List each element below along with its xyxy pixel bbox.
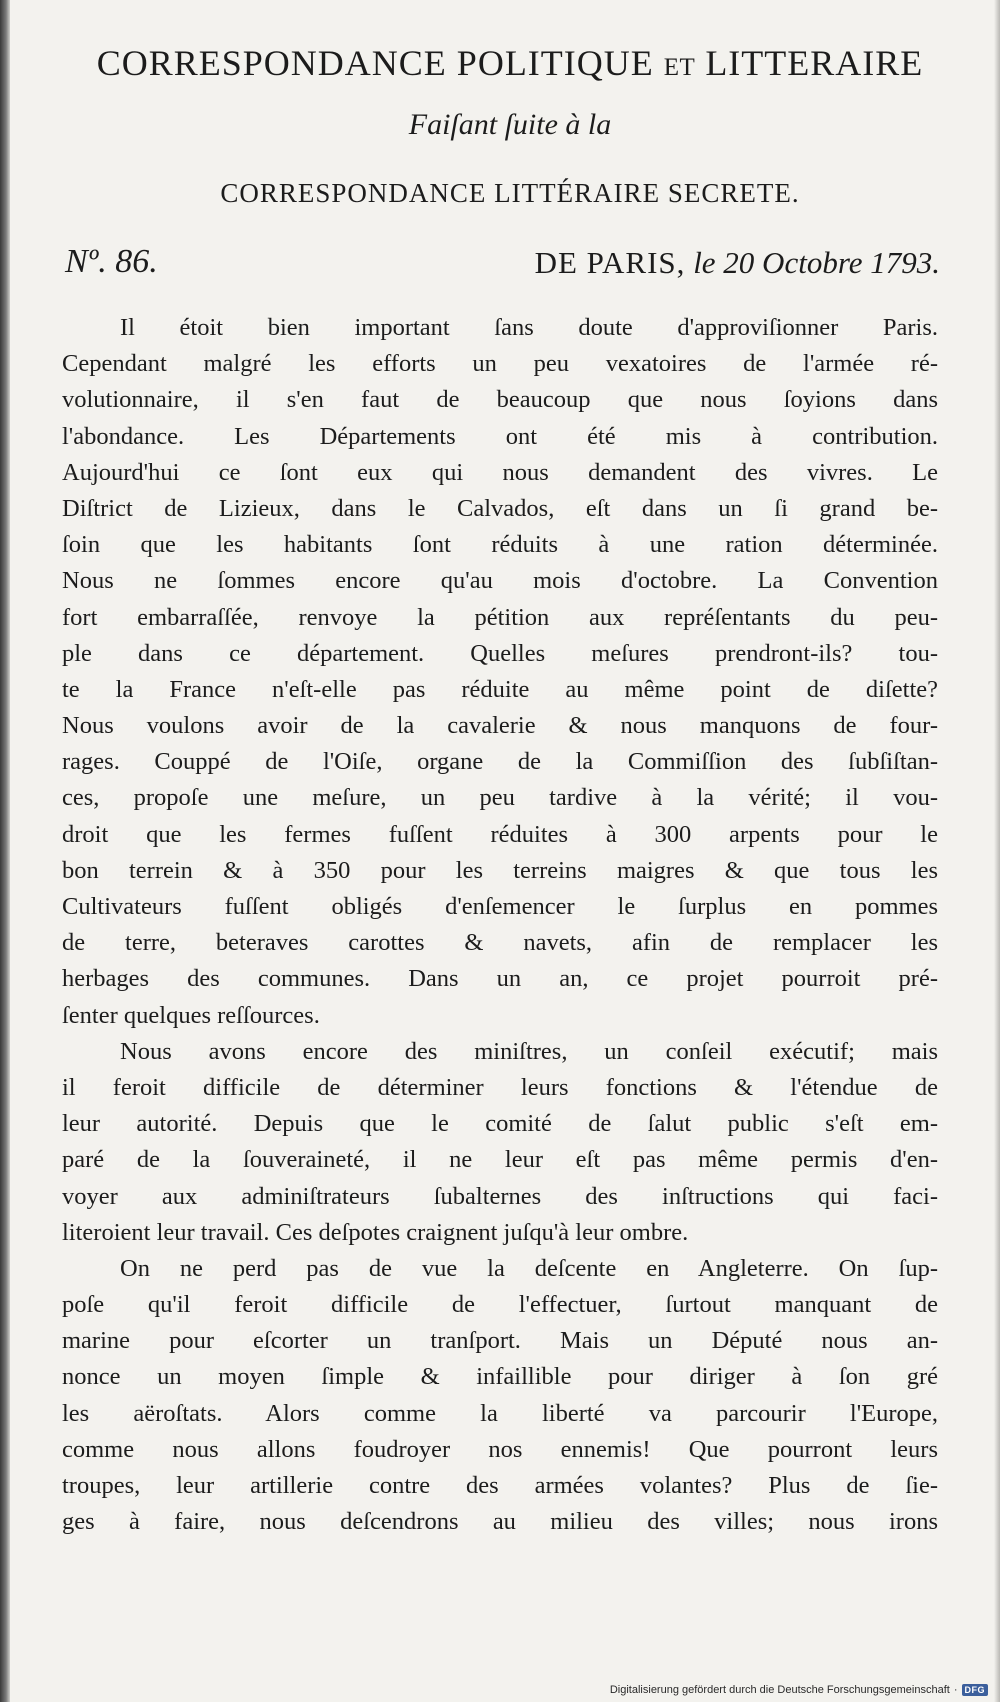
dfg-logo: DFG — [962, 1684, 989, 1696]
text-line: Nous avons encore des miniſtres, un conſeil exécutif; mais — [120, 1037, 938, 1065]
text-line: volutionnaire, il s'en faut de beaucoup que nous ſoyions dans — [62, 386, 938, 414]
text-line: bon terrein & à 350 pour les terreins maigres & que tous les — [62, 856, 938, 884]
text-line: Il étoit bien important ſans doute d'approviſionner Paris. — [120, 314, 938, 341]
text-line: comme nous allons foudroyer nos ennemis! Que pourront leurs — [62, 1435, 938, 1463]
issue-number: Nº. 86. — [65, 243, 158, 280]
digitization-credit: Digitalisierung gefördert durch die Deutsche Forschungsgemeinschaft · DFG — [610, 1684, 988, 1696]
text-line: Aujourd'hui ce ſont eux qui nous demandent des vivres. Le — [62, 458, 938, 486]
binding-edge — [0, 0, 10, 1702]
text-line: paré de la ſouveraineté, il ne leur eſt pas même permis d'en- — [62, 1146, 938, 1174]
text-line: literoient leur travail. Ces deſpotes craignent juſqu'à leur ombre. — [62, 1218, 689, 1246]
text-line: te la France n'eſt-elle pas réduite au même point de diſette? — [62, 675, 938, 703]
dateline — [535, 245, 940, 281]
text-line: troupes, leur artillerie contre des armées volantes? Plus de ſie- — [62, 1472, 938, 1499]
article-body — [62, 310, 938, 1540]
text-line: ces, propoſe une meſure, un peu tardive à la vérité; il vou- — [62, 784, 938, 812]
text-line: droit que les fermes fuſſent réduites à 300 arpents pour le — [62, 820, 938, 848]
text-line: l'abondance. Les Départements ont été mis à contribution. — [62, 422, 938, 450]
journal-title — [40, 42, 980, 84]
text-line: marine pour eſcorter un tranſport. Mais un Député nous an- — [62, 1327, 938, 1355]
text-line: de terre, beteraves carottes & navets, afin de remplacer les — [62, 929, 938, 957]
text-line: ges à faire, nous deſcendrons au milieu des villes; nous irons — [62, 1508, 938, 1536]
text-line: On ne perd pas de vue la deſcente en Angleterre. On ſup- — [120, 1254, 938, 1282]
text-line: ple dans ce département. Quelles meſures prendront-ils? tou- — [62, 639, 938, 667]
journal-title-part2: LITTERAIRE — [705, 43, 924, 83]
journal-subtitle: Faiſant ſuite à la — [408, 108, 612, 141]
text-line: leur autorité. Depuis que le comité de ſalut public s'eſt em- — [62, 1110, 938, 1138]
text-line: Cultivateurs fuſſent obligés d'enſemencer le ſurplus en pommes — [62, 893, 938, 920]
credit-text: Digitalisierung gefördert durch die Deutsche Forschungsgemeinschaft — [609, 1684, 950, 1696]
journal-secondary-title: CORRESPONDANCE LITTÉRAIRE SECRETE. — [220, 178, 800, 208]
text-line: ſoin que les habitants ſont réduits à une ration déterminée. — [62, 531, 938, 559]
text-line: nonce un moyen ſimple & infaillible pour diriger à ſon gré — [62, 1363, 938, 1391]
text-line: Nous ne ſommes encore qu'au mois d'octobre. La Convention — [62, 567, 938, 595]
dateline-place: DE PARIS, — [534, 245, 686, 280]
text-line: Diſtrict de Lizieux, dans le Calvados, eſt dans un ſi grand be- — [62, 494, 938, 522]
page-edge — [994, 0, 1000, 1702]
text-line: herbages des communes. Dans un an, ce projet pourroit pré- — [62, 965, 938, 993]
text-line: rages. Couppé de l'Oiſe, organe de la Commiſſion des ſubſiſtan- — [62, 748, 938, 776]
journal-title-connector: ET — [663, 54, 696, 81]
text-line: les aëroſtats. Alors comme la liberté va parcourir l'Europe, — [62, 1399, 938, 1427]
dateline-date: le 20 Octobre 1793. — [693, 245, 940, 280]
text-line: Cependant malgré les efforts un peu vexatoires de l'armée ré- — [62, 350, 938, 378]
text-line: fort embarraſſée, renvoye la pétition aux repréſentants du peu- — [62, 603, 938, 631]
text-line: ſenter quelques reſſources. — [62, 1001, 320, 1029]
text-line: poſe qu'il feroit difficile de l'effectuer, ſurtout manquant de — [62, 1291, 938, 1319]
text-line: il feroit difficile de déterminer leurs fonctions & l'étendue de — [62, 1073, 938, 1101]
journal-title-part1: CORRESPONDANCE POLITIQUE — [96, 43, 654, 83]
text-line: Nous voulons avoir de la cavalerie & nous manquons de four- — [62, 712, 938, 740]
text-line: voyer aux adminiſtrateurs ſubalternes des inſtructions qui faci- — [62, 1182, 938, 1210]
